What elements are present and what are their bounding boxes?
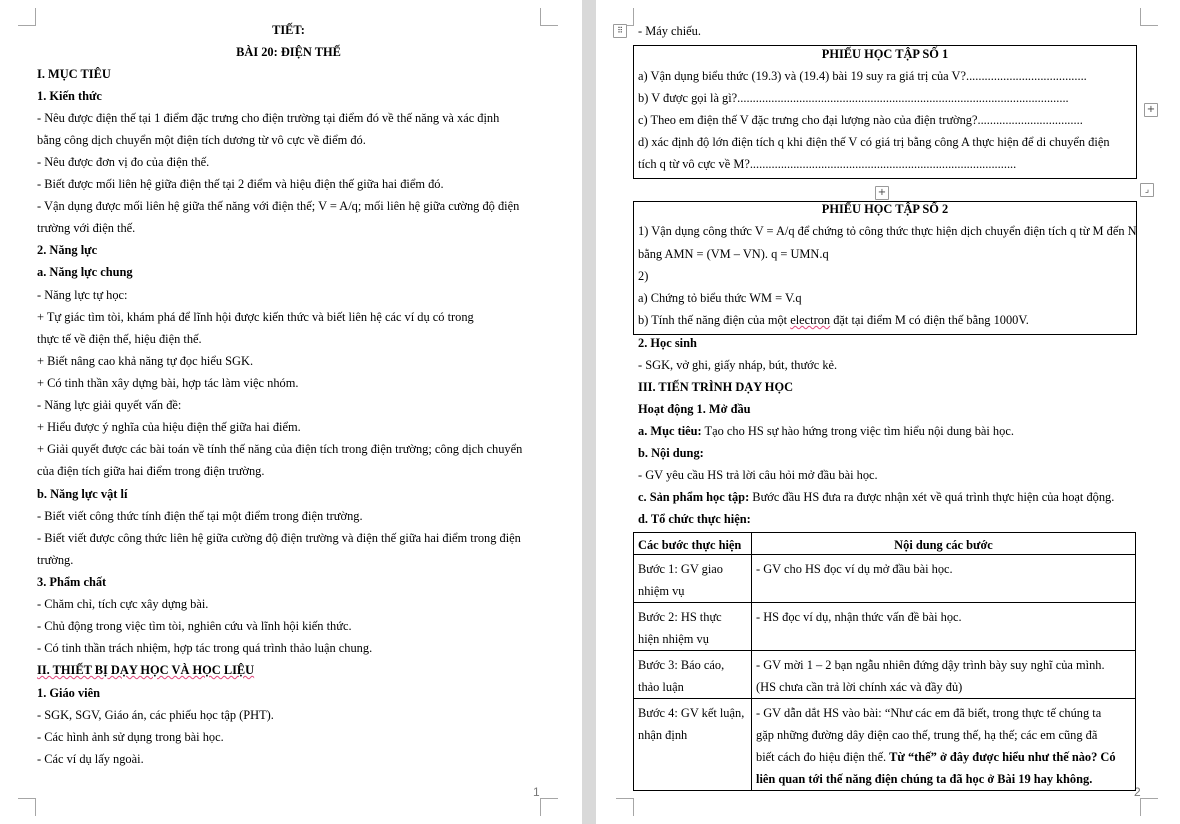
cell-line: liên quan tới thế năng điện chúng ta đã học ở Bài 19 hay không. (756, 772, 1093, 786)
cell-line: - GV dẫn dắt HS vào bài: “Như các em đã biết, trong thực tế chúng ta (756, 706, 1102, 720)
text-line: c) Theo em điện thế V đặc trưng cho đại lượng nào của điện trường?.................................. (638, 113, 1083, 127)
text-line (638, 423, 1014, 439)
text-line: - Máy chiếu. (638, 24, 701, 38)
step-cell (634, 699, 752, 791)
cell-line: gặp những đường dây điện cao thế, trung thế, hạ thế; các em cũng đã (756, 728, 1098, 742)
cell-line: nhiệm vụ (638, 584, 685, 598)
text-line: trường. (37, 553, 74, 567)
steps-table (633, 532, 1136, 791)
text-line: trường với điện thế. (37, 221, 136, 235)
text-line: a) Vận dụng biểu thức (19.3) và (19.4) bài 19 suy ra giá trị của V?....................................... (638, 69, 1087, 83)
text-line: - Biết được mối liên hệ giữa điện thế tại 2 điểm và hiệu điện thế giữa hai điểm đó. (37, 177, 444, 191)
text-line: 1) Vận dụng công thức V = A/q để chứng tỏ công thức thực hiện dịch chuyển điện tích q từ M đến N (638, 224, 1137, 238)
text-line: - Có tinh thần trách nhiệm, hợp tác trong quá trình thảo luận chung. (37, 641, 373, 655)
subsection-heading: b. Năng lực vật lí (37, 487, 128, 501)
text-line: - Vận dụng được mối liên hệ giữa thế năng với điện thế; V = A/q; mối liên hệ giữa cường độ điện (37, 199, 520, 213)
text-line: tích q từ vô cực về M?...................................................................................... (638, 157, 1017, 171)
lesson-title: BÀI 20: ĐIỆN THẾ (236, 45, 341, 59)
section-heading: II. THIẾT BỊ DẠY HỌC VÀ HỌC LIỆU (37, 663, 255, 677)
subsection-heading: 1. Giáo viên (37, 686, 100, 700)
table-row (634, 555, 1136, 603)
cell-line (756, 746, 1131, 768)
crop-mark (18, 8, 36, 26)
text-line: - Biết viết được công thức liên hệ giữa cường độ điện trường và điện thế giữa hai điểm trong điện (37, 531, 521, 545)
cell-line: Bước 2: HS thực (638, 610, 722, 624)
text-run: b) Tính thế năng điện của một (638, 313, 791, 327)
section-heading: I. MỤC TIÊU (37, 67, 111, 81)
cell-line: nhận định (638, 728, 688, 742)
text-line: d) xác định độ lớn điện tích q khi điện thế V có giá trị bằng công A thực hiện để di chuyển điện (638, 135, 1110, 149)
content-cell (752, 699, 1136, 791)
text-line: - Chủ động trong việc tìm tòi, nghiên cứu và lĩnh hội kiến thức. (37, 619, 352, 633)
text-line: + Tự giác tìm tòi, khám phá để lĩnh hội được kiến thức và biết liên hệ các ví dụ có trong (37, 310, 474, 324)
text-line: bằng AMN = (VM – VN). q = UMN.q (638, 247, 829, 261)
resize-icon[interactable]: ⌟ (1140, 183, 1154, 197)
subsection-heading: 2. Học sinh (638, 336, 697, 350)
table-row (634, 699, 1136, 791)
crop-mark (540, 8, 558, 26)
page-gutter (582, 0, 596, 824)
text-line: - SGK, vở ghi, giấy nháp, bút, thước kẻ. (638, 358, 838, 372)
activity-heading: Hoạt động 1. Mở đầu (638, 402, 751, 416)
text-line: 2) (638, 269, 649, 283)
content-cell (752, 555, 1136, 603)
move-handle-icon[interactable]: ⠿ (613, 24, 627, 38)
subsection-heading: 3. Phẩm chất (37, 575, 107, 589)
cell-line: thảo luận (638, 680, 684, 694)
table-row (634, 651, 1136, 699)
text-run: Tạo cho HS sự hào hứng trong việc tìm hiểu nội dung bài học. (701, 424, 1014, 438)
crop-mark (1140, 798, 1158, 816)
content-cell (752, 651, 1136, 699)
cell-line: - HS đọc ví dụ, nhận thức vấn đề bài học. (756, 610, 962, 624)
cell-line: (HS chưa cần trả lời chính xác và đầy đủ) (756, 680, 963, 694)
crop-mark (18, 798, 36, 816)
text-run: đặt tại điểm M có điện thế bằng 1000V. (830, 313, 1029, 327)
crop-mark (616, 798, 634, 816)
cell-line: Bước 4: GV kết luận, (638, 706, 745, 720)
label: b. Nội dung: (638, 446, 704, 460)
table-header-row (634, 533, 1136, 555)
page-1 (0, 0, 582, 824)
text-line: - Năng lực giải quyết vấn đề: (37, 398, 182, 412)
worksheet-title: PHIẾU HỌC TẬP SỐ 2 (821, 202, 949, 216)
bold-text-run: Từ “thế” ở đây được hiểu như thế nào? Có (889, 750, 1116, 764)
text-run: biết cách đo hiệu điện thế. (756, 750, 890, 764)
page-number: 2 (1134, 785, 1141, 799)
text-line: - Các ví dụ lấy ngoài. (37, 752, 144, 766)
label: a. Mục tiêu: (638, 424, 702, 438)
text-line: + Có tinh thần xây dựng bài, hợp tác làm việc nhóm. (37, 376, 299, 390)
cell-line: Bước 3: Báo cáo, (638, 658, 725, 672)
text-line: - Năng lực tự học: (37, 288, 128, 302)
subsection-heading: 1. Kiến thức (37, 89, 102, 103)
text-line: + Biết nâng cao khả năng tự đọc hiểu SGK. (37, 354, 254, 368)
column-header: Các bước thực hiện (634, 533, 752, 555)
text-line: bằng công dịch chuyển một điện tích dương từ vô cực về điểm đó. (37, 133, 366, 147)
text-line: - Nêu được đơn vị đo của điện thế. (37, 155, 210, 169)
label: c. Sản phẩm học tập: (638, 490, 750, 504)
plus-icon[interactable]: + (1144, 103, 1158, 117)
cell-line: - GV mời 1 – 2 bạn ngẫu nhiên đứng dậy trình bày suy nghĩ của mình. (756, 658, 1105, 672)
text-line: - SGK, SGV, Giáo án, các phiếu học tập (PHT). (37, 708, 274, 722)
spelling-flag-word: electron (790, 313, 831, 327)
page-2 (596, 0, 1180, 824)
crop-mark (1140, 8, 1158, 26)
subsection-heading: 2. Năng lực (37, 243, 98, 257)
text-line: - Nêu được điện thế tại 1 điểm đặc trưng cho điện trường tại điểm đó về thế năng và xác định (37, 111, 500, 125)
text-run: Bước đầu HS đưa ra được nhận xét về quá trình thực hiện của hoạt động. (749, 490, 1115, 504)
text-line: - Chăm chỉ, tích cực xây dựng bài. (37, 597, 209, 611)
crop-mark (540, 798, 558, 816)
text-line: - Biết viết công thức tính điện thế tại một điểm trong điện trường. (37, 509, 363, 523)
text-line: - GV yêu cầu HS trả lời câu hỏi mở đầu bài học. (638, 468, 878, 482)
step-cell (634, 651, 752, 699)
label: d. Tổ chức thực hiện: (638, 512, 751, 526)
lesson-period: TIẾT: (272, 23, 305, 37)
subsection-heading: a. Năng lực chung (37, 265, 133, 279)
page-number: 1 (533, 785, 540, 799)
cell-line: hiện nhiệm vụ (638, 632, 709, 646)
text-line: - Các hình ảnh sử dụng trong bài học. (37, 730, 224, 744)
step-cell (634, 555, 752, 603)
cell-line: - GV cho HS đọc ví dụ mở đầu bài học. (756, 562, 953, 576)
text-line: a) Chứng tỏ biểu thức WM = V.q (638, 291, 802, 305)
text-line: + Hiểu được ý nghĩa của hiệu điện thế giữa hai điểm. (37, 420, 301, 434)
text-line: b) V được gọi là gì?........................................................................................................... (638, 91, 1069, 105)
table-row (634, 603, 1136, 651)
column-header: Nội dung các bước (752, 533, 1136, 555)
cell-line: Bước 1: GV giao (638, 562, 723, 576)
text-line: + Giải quyết được các bài toán về tính thế năng của điện tích trong điện trường; công dịch chuyển (37, 442, 523, 456)
text-line: của điện tích giữa hai điểm trong điện trường. (37, 464, 265, 478)
worksheet-title: PHIẾU HỌC TẬP SỐ 1 (821, 47, 949, 61)
plus-icon[interactable]: + (875, 186, 889, 200)
section-heading: III. TIẾN TRÌNH DẠY HỌC (638, 380, 794, 394)
text-line (638, 489, 1114, 505)
text-line: thực tế về điện thế, hiệu điện thế. (37, 332, 202, 346)
content-cell (752, 603, 1136, 651)
step-cell (634, 603, 752, 651)
text-line (638, 312, 1029, 328)
